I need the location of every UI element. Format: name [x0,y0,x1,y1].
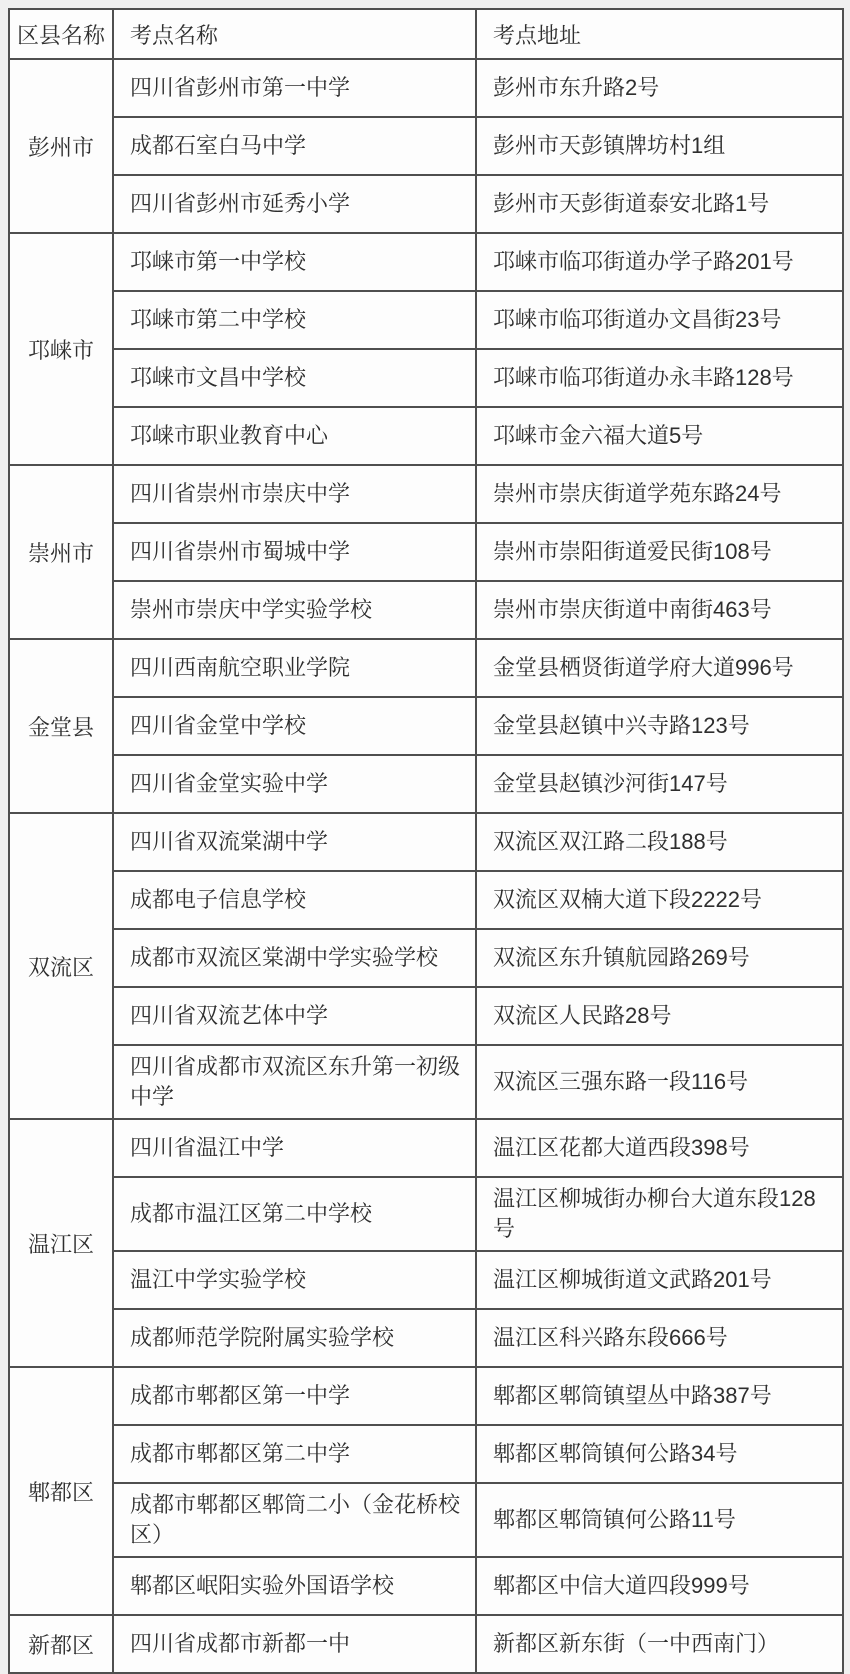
site-address-cell: 双流区双楠大道下段2222号 [476,871,843,929]
site-name-cell: 成都市温江区第二中学校 [113,1177,476,1251]
table-row [9,639,843,697]
exam-sites-table-container [8,8,844,1674]
header-cell-site-name: 考点名称 [113,9,476,59]
table-row [9,1251,843,1309]
site-address-cell: 新都区新东街（一中西南门） [476,1615,843,1673]
site-address-cell: 温江区柳城街道文武路201号 [476,1251,843,1309]
table-row [9,813,843,871]
site-name-cell: 四川省双流艺体中学 [113,987,476,1045]
site-address-cell: 金堂县赵镇沙河街147号 [476,755,843,813]
site-name-cell: 四川省双流棠湖中学 [113,813,476,871]
header-cell-site-address: 考点地址 [476,9,843,59]
table-row [9,291,843,349]
site-name-cell: 邛崃市第一中学校 [113,233,476,291]
site-address-cell: 金堂县栖贤街道学府大道996号 [476,639,843,697]
site-name-cell: 邛崃市第二中学校 [113,291,476,349]
district-cell: 崇州市 [9,465,113,639]
site-address-cell: 邛崃市临邛街道办文昌街23号 [476,291,843,349]
exam-sites-table [8,8,844,1674]
table-body [9,59,843,1673]
site-name-cell: 成都市郫都区第一中学 [113,1367,476,1425]
site-name-cell: 成都师范学院附属实验学校 [113,1309,476,1367]
site-address-cell: 温江区花都大道西段398号 [476,1119,843,1177]
table-row [9,1119,843,1177]
table-row [9,755,843,813]
header-row [9,9,843,59]
site-name-cell: 邛崃市文昌中学校 [113,349,476,407]
table-row [9,233,843,291]
table-row [9,1045,843,1119]
site-name-cell: 郫都区岷阳实验外国语学校 [113,1557,476,1615]
table-row [9,349,843,407]
site-name-cell: 温江中学实验学校 [113,1251,476,1309]
site-address-cell: 邛崃市金六福大道5号 [476,407,843,465]
header-cell-district [9,9,113,59]
table-row [9,1367,843,1425]
table-row [9,407,843,465]
table-row [9,581,843,639]
site-name-cell: 四川省崇州市蜀城中学 [113,523,476,581]
site-address-cell: 彭州市天彭镇牌坊村1组 [476,117,843,175]
site-address-cell: 双流区人民路28号 [476,987,843,1045]
table-row [9,1177,843,1251]
site-address-cell: 郫都区郫筒镇望丛中路387号 [476,1367,843,1425]
table-row [9,59,843,117]
table-row [9,1425,843,1483]
table-row [9,117,843,175]
district-cell: 新都区 [9,1615,113,1673]
site-address-cell: 双流区东升镇航园路269号 [476,929,843,987]
site-name-cell: 四川省彭州市延秀小学 [113,175,476,233]
site-name-cell: 崇州市崇庆中学实验学校 [113,581,476,639]
site-name-cell: 成都市郫都区郫筒二小（金花桥校区） [113,1483,476,1557]
site-name-cell: 四川省成都市双流区东升第一初级中学 [113,1045,476,1119]
table-row [9,465,843,523]
site-address-cell: 温江区柳城街办柳台大道东段128号 [476,1177,843,1251]
site-name-cell: 成都市双流区棠湖中学实验学校 [113,929,476,987]
table-row [9,697,843,755]
site-address-cell: 温江区科兴路东段666号 [476,1309,843,1367]
header-district-label: 区县名称 [16,23,105,48]
site-name-cell: 四川省金堂中学校 [113,697,476,755]
site-address-cell: 崇州市崇庆街道学苑东路24号 [476,465,843,523]
site-address-cell: 崇州市崇阳街道爱民街108号 [476,523,843,581]
site-address-cell: 邛崃市临邛街道办学子路201号 [476,233,843,291]
site-name-cell: 成都电子信息学校 [113,871,476,929]
site-address-cell: 双流区三强东路一段116号 [476,1045,843,1119]
site-name-cell: 四川省崇州市崇庆中学 [113,465,476,523]
table-header [9,9,843,59]
district-cell: 温江区 [9,1119,113,1367]
district-cell: 彭州市 [9,59,113,233]
site-address-cell: 彭州市东升路2号 [476,59,843,117]
table-row [9,1309,843,1367]
site-name-cell: 四川省金堂实验中学 [113,755,476,813]
site-address-cell: 郫都区中信大道四段999号 [476,1557,843,1615]
site-address-cell: 双流区双江路二段188号 [476,813,843,871]
table-row [9,1557,843,1615]
site-name-cell: 成都市郫都区第二中学 [113,1425,476,1483]
site-name-cell: 四川西南航空职业学院 [113,639,476,697]
site-address-cell: 彭州市天彭街道泰安北路1号 [476,175,843,233]
site-address-cell: 邛崃市临邛街道办永丰路128号 [476,349,843,407]
site-address-cell: 金堂县赵镇中兴寺路123号 [476,697,843,755]
site-name-cell: 邛崃市职业教育中心 [113,407,476,465]
district-cell: 双流区 [9,813,113,1119]
site-address-cell: 郫都区郫筒镇何公路11号 [476,1483,843,1557]
district-cell: 金堂县 [9,639,113,813]
site-name-cell: 四川省温江中学 [113,1119,476,1177]
table-row [9,1483,843,1557]
site-name-cell: 成都石室白马中学 [113,117,476,175]
site-name-cell: 四川省成都市新都一中 [113,1615,476,1673]
table-row [9,1615,843,1673]
table-row [9,871,843,929]
site-name-cell: 四川省彭州市第一中学 [113,59,476,117]
table-row [9,929,843,987]
district-cell: 邛崃市 [9,233,113,465]
table-row [9,523,843,581]
district-cell: 郫都区 [9,1367,113,1615]
site-address-cell: 郫都区郫筒镇何公路34号 [476,1425,843,1483]
table-row [9,987,843,1045]
table-row [9,175,843,233]
site-address-cell: 崇州市崇庆街道中南街463号 [476,581,843,639]
